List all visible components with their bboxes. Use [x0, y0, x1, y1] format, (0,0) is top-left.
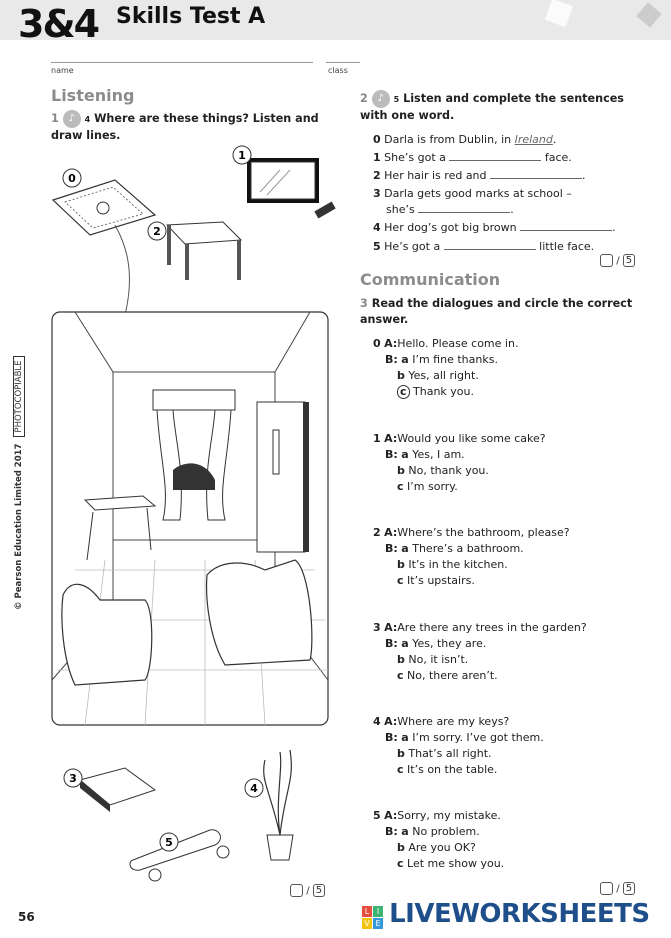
- page-title: Skills Test A: [116, 4, 266, 29]
- listening-illustration: [45, 140, 345, 900]
- q2-item-2: 2 Her hair is red and .: [373, 169, 586, 182]
- page-number: 56: [18, 910, 35, 924]
- label-2: 2: [153, 225, 161, 238]
- option-a[interactable]: B: a There’s a bathroom.: [385, 542, 524, 555]
- class-field[interactable]: [326, 62, 360, 63]
- answer-blank[interactable]: [444, 239, 536, 250]
- option-b[interactable]: b That’s all right.: [397, 747, 492, 760]
- rug-icon: [53, 180, 155, 235]
- answer-blank[interactable]: [449, 150, 541, 161]
- answer-blank[interactable]: [520, 220, 612, 231]
- q2-item-0: 0 Darla is from Dublin, in Ireland.: [373, 133, 557, 146]
- option-c[interactable]: c Thank you.: [373, 384, 518, 400]
- option-c[interactable]: c No, there aren’t.: [397, 669, 498, 682]
- q2-item-4: 4 Her dog’s got big brown .: [373, 221, 616, 234]
- option-b[interactable]: b It’s in the kitchen.: [397, 558, 508, 571]
- communication-heading: Communication: [360, 270, 501, 289]
- score-box[interactable]: [600, 882, 613, 895]
- dialogue-3: 3 A:Are there any trees in the garden? B: a Yes, they are. b No, it isn’t. c No, there aren’t.: [373, 621, 587, 682]
- option-a[interactable]: B: a I’m fine thanks.: [385, 353, 498, 366]
- option-c[interactable]: c Let me show you.: [397, 857, 505, 870]
- audio-icon[interactable]: ♪: [372, 90, 390, 108]
- q3-instruction: 3 Read the dialogues and circle the correct answer.: [360, 297, 633, 326]
- option-b[interactable]: b Are you OK?: [397, 841, 476, 854]
- communication-score: / 5: [600, 882, 635, 895]
- logo-grid-icon: L I V E: [362, 906, 384, 930]
- audio-icon[interactable]: ♪: [63, 110, 81, 128]
- option-a[interactable]: B: a Yes, they are.: [385, 637, 487, 650]
- label-0: 0: [68, 172, 76, 185]
- skateboard-icon: [130, 830, 229, 881]
- room-icon: [52, 312, 328, 725]
- label-3: 3: [69, 772, 77, 785]
- picture-icon: [247, 158, 336, 218]
- option-a[interactable]: B: a No problem.: [385, 825, 480, 838]
- q2-item-3-line2: she’s .: [386, 203, 514, 216]
- listening-heading: Listening: [51, 86, 135, 105]
- q2-instruction: 2 ♪ 5 Listen and complete the sentences with one word.: [360, 92, 624, 122]
- option-b[interactable]: b No, thank you.: [397, 464, 489, 477]
- book-icon: [80, 768, 155, 812]
- label-1: 1: [238, 149, 246, 162]
- option-c[interactable]: c It’s on the table.: [397, 763, 498, 776]
- score-box[interactable]: [600, 254, 613, 267]
- label-4: 4: [250, 782, 258, 795]
- dialogue-1: 1 A:Would you like some cake? B: a Yes, I am. b No, thank you. c I’m sorry.: [373, 432, 546, 493]
- option-b[interactable]: b Yes, all right.: [397, 369, 479, 382]
- option-a[interactable]: B: a I’m sorry. I’ve got them.: [385, 731, 544, 744]
- answer-blank[interactable]: [490, 168, 582, 179]
- q2-item-1: 1 She’s got a face.: [373, 151, 572, 164]
- dialogue-2: 2 A:Where’s the bathroom, please? B: a There’s a bathroom. b It’s in the kitchen. c It’s upstairs.: [373, 526, 570, 587]
- plant-icon: [264, 750, 293, 860]
- option-a[interactable]: B: a Yes, I am.: [385, 448, 465, 461]
- q2-item-3: 3 Darla gets good marks at school –: [373, 187, 572, 200]
- option-b[interactable]: b No, it isn’t.: [397, 653, 469, 666]
- table-icon: [167, 222, 241, 280]
- class-label: class: [328, 66, 348, 75]
- dialogue-5: 5 A:Sorry, my mistake. B: a No problem. b Are you OK? c Let me show you.: [373, 809, 505, 870]
- dialogue-4: 4 A:Where are my keys? B: a I’m sorry. I’ve got them. b That’s all right. c It’s on the table.: [373, 715, 544, 776]
- listening-score: / 5: [290, 884, 325, 897]
- label-5: 5: [165, 836, 173, 849]
- side-copyright: © Pearson Education Limited 2017 PHOTOCOPIABLE: [14, 356, 24, 610]
- name-label: name: [51, 66, 74, 75]
- answer-blank[interactable]: [418, 202, 510, 213]
- dialogue-0: 0 A:Hello. Please come in. B: a I’m fine thanks. b Yes, all right. c Thank you.: [373, 337, 519, 398]
- name-field[interactable]: [51, 62, 313, 63]
- q2-score: / 5: [600, 254, 635, 267]
- liveworksheets-logo: L I V E LIVEWORKSHEETS: [362, 899, 650, 930]
- q1-instruction: 1 ♪ 4 Where are these things? Listen and draw lines.: [51, 112, 319, 142]
- unit-number: 3&4: [18, 2, 99, 46]
- option-c[interactable]: c I’m sorry.: [397, 480, 458, 493]
- option-c[interactable]: c It’s upstairs.: [397, 574, 475, 587]
- q2-item-5: 5 He’s got a little face.: [373, 240, 595, 253]
- score-box[interactable]: [290, 884, 303, 897]
